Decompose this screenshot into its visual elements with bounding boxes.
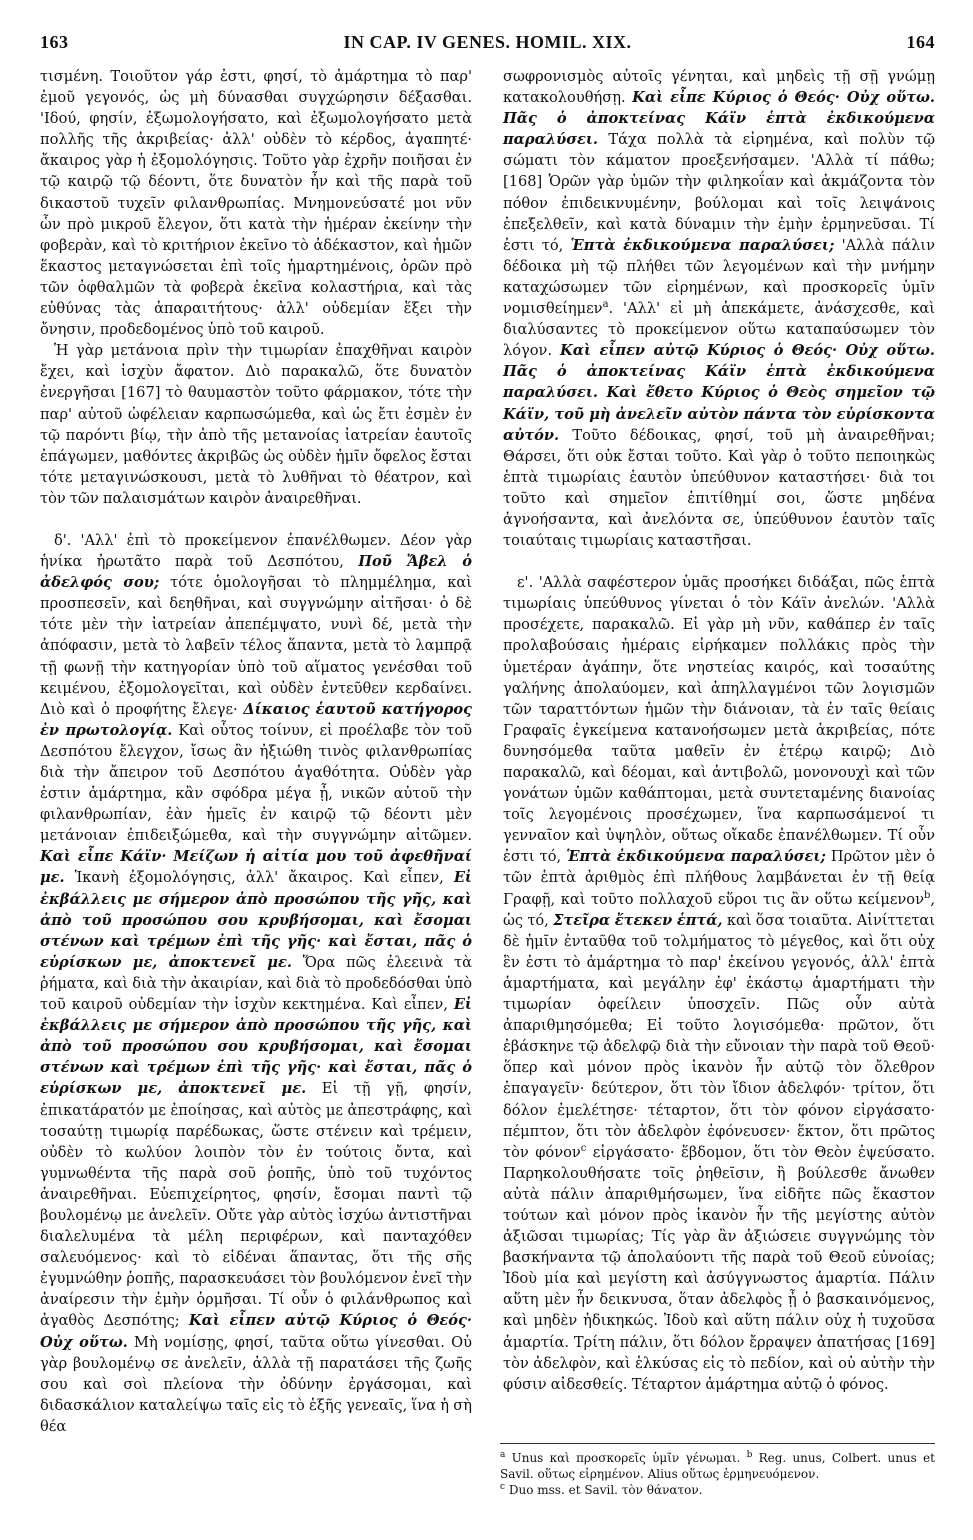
page-number-right: 164 [906,32,935,52]
text-run: Καὶ οὗτος τοίνυν, εἰ προέλαβε τὸν τοῦ Δεσπότου ἔλεγχον, ἴσως ἂν ἠξιώθη τινὸς φιλανθρωπίας διὰ τὴν ἄπειρον τοῦ Δεσπότου ἀγαθότητα. Οὐδὲν γὰρ ἐστιν ἁμάρτημα, κἂν σφόδρα μέγα ᾖ, νικῶν αὐτοῦ τὴν φιλανθρωπίαν, ἐὰν ἡμεῖς ἐν καιρῷ τῷ δέοντι μὲν μετάνοιαν ἐπιδειξώμεθα, καὶ τὴν συγγνώμην αἰτῶμεν. [40,721,472,845]
scripture-quote: Ἑπτὰ ἐκδικούμενα παραλύσει; [566,848,826,866]
paragraph-section-5 [503,572,935,1395]
text-run: σωφρονισμὸς αὐτοῖς γένηται, καὶ μηδεὶς τῇ σῇ γνώμῃ κατακολουθήσῃ. [503,68,935,107]
footnote-text: Unus καὶ προσκορεῖς ὑμῖν γένωμαι. [511,1451,741,1465]
footnote-reference[interactable]: c [580,1142,587,1154]
text-run: εἰργάσατο· ἕβδομον, ὅτι τὸν Θεὸν ἐψεύσατο. Παρηκολουθήσατε τοῖς ῥηθεῖσιν, ἢ βούλεσθε ἄνωθεν αὐτὰ πάλιν ἀπαριθμήσωμεν, ἵνα εἰδῆτε πῶς ἕκαστον τούτων καὶ μόνον πρὸς ἱκανὸν ἦν τῆς μεγίστης αὐτὸν ἀξιῶσαι τιμωρίας; Τίς γὰρ ἂν ἀξιώσειε συγγνώμης τὸν βασκήναντα τῷ ἀπολαύοντι τῆς παρὰ τοῦ Θεοῦ εὐνοίας; Ἰδοὺ μία καὶ μεγίστη καὶ ἀσύγγνωστος ἁμαρτία. Πάλιν αὕτη μὲν ἦν δεικνυσα, ὅταν ἀδελφὸς ᾖ ὁ βασκαινόμενος, καὶ μηδὲν ἠδικηκώς. Ἰδοὺ καὶ αὕτη πάλιν οὐχ ἡ τυχοῦσα ἁμαρτία. Τρίτη πάλιν, ὅτι δόλον ἔρραψεν ἀπατήσας [169] τὸν ἀδελφὸν, καὶ ἑλκύσας εἰς τὸ πεδίον, καὶ οὐ αὐτὴν τὴν φύσιν αἰδεσθείς. Τέταρτον ἁμάρτημα αὐτῷ ὁ φόνος. [503,1143,936,1393]
text-run: Ἱκανὴ ἐξομολόγησις, ἀλλ' ἄκαιρος. Καὶ εἶπεν, [64,869,454,887]
text-run: , ὡς τό, [503,890,935,929]
text-run: Τοῦτο δέδοικας, φησί, τοῦ μὴ ἀναιρεθῆναι; Θάρσει, ὅτι οὐκ ἔσται τοῦτο. Καὶ γὰρ ὁ τοῦτο πεποιηκὼς ἑπτὰ τιμωρίαις ἑαυτὸν ὑπεύθυνον καταστήσει· διὰ τοι τοῦτο καὶ σημεῖον ἐπιτίθημί σοι, ὥστε μηδένα ἀγνοήσαντα, καὶ ἀνελόντα σε, ὑπεύθυνον ἑαυτὸν ταῖς τοιαύταις τιμωρίαις καταστῆσαι. [503,426,935,550]
right-column [503,66,935,1437]
paragraph [40,340,472,509]
text-run: Εἰ τῇ γῇ, φησίν, ἐπικατάρατόν με ἐποίησας, καὶ αὐτὸς με ἀπεστράφης, καὶ τοσαύτῃ τιμωρίᾳ παρέδωκας, ὥστε στένειν καὶ τρέμειν, οὐδὲν τὸ κωλύον λοιπὸν τὸν ἐν τούτοις ὄντα, καὶ γυμνωθέντα τῆς παρὰ σοῦ ῥοπῆς, ὑπὸ τοῦ τυχόντος ἀναιρεθῆναι. Εὐεπιχείρητος, φησίν, ἔσομαι παντὶ τῷ βουλομένῳ με ἀνελεῖν. Οὔτε γὰρ αὐτὸς ἰσχύω ἀντιστῆναι διαλελυμένα τὰ μέλη περιφέρων, καὶ πανταχόθεν σαλευόμενος· καὶ τὸ εἰδέναι ἅπαντας, ὅτι τῆς σῆς ἐγυμνώθην ῥοπῆς, παρασκευάσει τὸν βουλόμενον ἐνεῖ τὴν ἀναίρεσιν τὴν ἐμὴν ὁρμῆσαι. Τί οὖν ὁ φιλάνθρωπος καὶ ἀγαθὸς Δεσπότης; [40,1080,472,1330]
scripture-quote: Εἰ ἐκβάλλεις με σήμερον ἀπὸ προσώπου τῆς γῆς, καὶ ἀπὸ τοῦ προσώπου σου κρυβήσομαι, καὶ ἔσομαι στένων καὶ τρέμων ἐπὶ τῆς γῆς· καὶ ἔσται, πᾶς ὁ εὑρίσκων με, ἀποκτενεῖ με. [40,996,472,1098]
scripture-quote: Ἑπτὰ ἐκδικούμενα παραλύσει; [570,236,835,254]
text-columns [40,66,935,1437]
footnote-mark: a [500,1450,506,1460]
running-title: IN CAP. IV GENES. HOMIL. XIX. [343,32,632,52]
text-run: δ'. 'Αλλ' ἐπὶ τὸ προκείμενον ἐπανέλθωμεν. Δέον γὰρ ἡνίκα ἠρωτᾶτο παρὰ τοῦ Δεσπότου, [40,531,472,571]
text-run: Ἡ γὰρ μετάνοια πρὶν τὴν τιμωρίαν ἐπαχθῆναι καιρὸν ἔχει, καὶ ἰσχὺν ἄφατον. Διὸ παρακαλῶ, ὅτε δυνατὸν ἐνεργῆσαι [167] τὸ θαυμαστὸν τοῦτο φάρμακον, τότε τὴν παρ' αὐτοῦ ὠφέλειαν καρπωσώμεθα, καὶ ὡς ἔτι ἐσμὲν ἐν τῷ παρόντι βίῳ, τὴν ἀπὸ τῆς μετανοίας ἰατρείαν ἑαυτοῖς ἐπάγωμεν, μαθόντες ἀκριβῶς ὡς οὐδὲν ἡμῖν ὄφελος ἔσται τότε μεταγινώσκουσι, μετὰ τὸ λυθῆναι τὸ θέατρον, καὶ τὸν τῶν παλαισμάτων καιρὸν ἀναιρεθῆναι. [40,342,472,507]
page-number-left: 163 [40,32,69,52]
text-run: 'Αλλὰ πάλιν δέδοικα μὴ τῷ πλήθει τῶν λεγομένων καὶ τὴν μνήμην καταχώσωμεν τῶν εἰρημένων, καὶ προσκορεῖς ὑμῖν νομισθείημεν [503,236,935,318]
scripture-quote: Στεῖρα ἔτεκεν ἑπτά, [553,911,723,929]
scripture-quote: Καὶ εἶπε Κάϊν· Μείζων ἡ αἰτία μου τοῦ ἀφεθῆναί με. [40,848,472,887]
scripture-quote: Καὶ εἶπε Κύριος ὁ Θεός· Οὐχ οὕτω. Πᾶς ὁ ἀποκτείνας Κάϊν ἑπτὰ ἐκδικούμενα παραλύσει. [503,89,935,149]
text-run: τισμένη. Τοιοῦτον γάρ ἐστι, φησί, τὸ ἁμάρτημα τὸ παρ' ἐμοῦ γεγονός, ὡς μὴ δύνασθαι συγχώρησιν δέξασθαι. 'Ιδού, φησίν, ἐξωμολογήσατο, καὶ ἐξωμολογήσατο μετὰ πολλῆς τῆς ἀκριβείας· ἀλλ' οὐδὲν τὸ κέρδος, ἀγαπητέ· ἄκαιρος γὰρ ἡ ἐξομολόγησις. Τοῦτο γὰρ ἐχρῆν ποιῆσαι ἐν τῷ καιρῷ τῷ δέοντι, ὅτε δυνατὸν ἦν καὶ τῆς παρὰ τοῦ δικαστοῦ τυχεῖν φιλανθρωπίας. Μνημονεύσατέ μοι νῦν ὧν πρὸ μικροῦ ἔλεγον, ὅτι κατὰ τὴν ἡμέραν ἐκείνην τὴν φοβερὰν, καὶ τὸ κριτήριον ἐκεῖνο τὸ ἀδέκαστον, καὶ ἡμῶν ἕκαστος μεταγνώσεται ἐπὶ τοῖς ἡμαρτημένοις, ὁρῶν πρὸ τῶν ὀφθαλμῶν τὰ φοβερὰ ἐκεῖνα κολαστήρια, καὶ τὰς εὐθύνας τὰς ἀπαραιτήτους· ἀλλ' οὐδεμίαν ἕξει τὴν ὄνησιν, προδεδομένος ὑπὸ τοῦ καιροῦ. [40,68,472,339]
footnote-a [500,1450,935,1482]
paragraph [40,66,472,340]
text-run: Τάχα πολλὰ τὰ εἰρημένα, καὶ πολὺν τῷ σώματι τὸν κάματον προεξενήσαμεν. 'Αλλὰ τί πάθω; [168] Ὁρῶν γὰρ ὑμῶν τὴν φιληκοΐαν καὶ ἀκμάζοντα τὸν πόθον ἐπιδεικνυμένην, βούλομαι καὶ τοῖς λειψάνοις ἐπεξελθεῖν, καὶ κατὰ δύναμιν τὴν ἐμὴν ἑρμηνεῦσαι. Τί ἐστι τό, [503,131,935,254]
scripture-quote: Εἰ ἐκβάλλεις με σήμερον ἀπὸ προσώπου τῆς γῆς, καὶ ἀπὸ τοῦ προσώπου σου κρυβήσομαι, καὶ ἔσομαι στένων καὶ τρέμων ἐπὶ τῆς γῆς· καὶ ἔσται, πᾶς ὁ εὑρίσκων με, ἀποκτενεῖ με. [40,869,472,971]
footnotes [500,1443,935,1498]
text-run: τότε ὁμολογῆσαι τὸ πλημμέλημα, καὶ προσπεσεῖν, καὶ δεηθῆναι, καὶ συγγνώμην αἰτῆσαι· ὁ δὲ τότε μὲν τὴν ἰατρείαν ἀπεπέμψατο, νυνὶ δέ, μετὰ τὴν ἀπόφασιν, μετὰ τὸ λαβεῖν τέλος ἅπαντα, μετὰ τὸ λαμπρᾷ τῇ φωνῇ τὴν κατηγορίαν ὑπὸ τοῦ αἵματος γενέσθαι τοῦ κειμένου, ἐξομολογεῖται, καὶ οὐδὲν ἐντεῦθεν κερδαίνει. Διὸ καὶ ὁ προφήτης ἔλεγε· [40,574,472,718]
scripture-quote: Καὶ εἶπεν αὐτῷ Κύριος ὁ Θεός· Οὐχ οὕτω. Πᾶς ὁ ἀποκτείνας Κάϊν ἑπτὰ ἐκδικούμενα παραλύσει. Καὶ ἔθετο Κύριος ὁ Θεὸς σημεῖον τῷ Κάϊν, τοῦ μὴ ἀνελεῖν αὐτὸν πάντα τὸν εὑρίσκοντα αὐτόν. [503,342,935,444]
paragraph [503,66,935,551]
footnote-text: Reg. unus, Colbert. unus et Savil. οὕτως εἰρημένον. Alius οὕτως ἑρμηνευόμενον. [500,1451,935,1481]
text-run: Πρῶτον μὲν ὁ τῶν ἑπτὰ ἀριθμὸς ἐπὶ πλήθους λαμβάνεται ἐν τῇ θείᾳ Γραφῇ, καὶ τοῦτο πολλαχοῦ εὕροι τις ἂν οὕτω κείμενον [503,848,935,908]
footnote-text: Duo mss. et Savil. τὸν θάνατον. [508,1483,703,1497]
text-run: καὶ ὅσα τοιαῦτα. Αἰνίττεται δὲ ἡμῖν ἐνταῦθα τοῦ τολμήματος τὸ μέγεθος, καὶ ὅτι οὐχ ἓν ἐστι τὸ ἁμάρτημα τὸ παρ' ἐκείνου γεγονός, ἀλλ' ἑπτὰ ἁμαρτήματα, καὶ μεγάλην ἐφ' ἑκάστῳ ἁμαρτήματι τὴν τιμωρίαν ὀφείλειν ὑποσχεῖν. Πῶς οὖν αὐτὰ ἀπαριθμησόμεθα; Εἰ τοῦτο λογισόμεθα· πρῶτον, ὅτι ἐβάσκηνε τῷ ἀδελφῷ διὰ τὴν εὔνοιαν τὴν παρὰ τοῦ Θεοῦ· ὅπερ καὶ μόνον πρὸς ἱκανὸν ἦν αὐτῷ τὸν ὄλεθρον ἐπαγαγεῖν· δεύτερον, ὅτι τὸν ἴδιον ἀδελφόν· τρίτον, ὅτι δόλον ἐμελέτησε· τέταρτον, ὅτι τὸν φόνον εἰργάσατο· πέμπτον, ὅτι τὸν ἀδελφὸν ἐφόνευσεν· ἕκτον, ὅτι πρῶτος τὸν φόνον [503,911,935,1161]
paragraph-section-4 [40,530,472,1437]
text-run: ε'. 'Αλλὰ σαφέστερον ὑμᾶς προσήκει διδάξαι, πῶς ἑπτὰ τιμωρίαις ὑπεύθυνος γίνεται ὁ τὸν Κάϊν ἀνελών. 'Αλλὰ προσέχετε, παρακαλῶ. Εἰ γὰρ μὴ νῦν, καθάπερ ἐν ταῖς προλαβούσαις ἡμέραις εἰρήκαμεν πολλάκις πρὸς τὴν ὑμετέραν ἀγάπην, ὅτε νηστείας καιρός, καὶ τοσαύτης γαλήνης ἀπολαύομεν, καὶ ἀπηλλαγμένοι τῶν λογισμῶν τῶν ταραττόντων ἡμῶν τὴν διάνοιαν, τὰ ἐν ταῖς θείαις Γραφαῖς ἐγκείμενα κατανοήσωμεν μετὰ ἀκριβείας, πότε δυνησόμεθα ταῦτα μαθεῖν ἐν ἑτέρῳ καιρῷ; Διὸ παρακαλῶ, καὶ δέομαι, καὶ ἀντιβολῶ, μονονουχὶ καὶ τῶν γονάτων ὑμῶν καθάπτομαι, μετὰ συντεταμένης διανοίας τοῖς λεγομένοις προσέχωμεν, ἵνα καρπωσάμενοί τι γενναῖον καὶ ὑψηλὸν, οὕτως οἴκαδε ἐπανέλθωμεν. Τί οὖν ἐστι τό, [503,574,935,866]
footnote-reference[interactable]: a [602,299,609,311]
scripture-quote: Καὶ εἶπεν αὐτῷ Κύριος ὁ Θεός· Οὐχ οὕτω. [40,1312,472,1351]
scripture-quote: Δίκαιος ἑαυτοῦ κατήγορος ἐν πρωτολογίᾳ. [40,700,472,739]
footnote-reference[interactable]: b [923,889,931,901]
footnote-c [500,1482,935,1498]
scripture-quote: Ποῦ Ἄβελ ὁ ἀδελφός σου; [40,553,472,592]
left-column [40,66,472,1437]
running-head [40,32,935,58]
footnote-mark: c [500,1482,506,1492]
text-run: . 'Αλλ' εἰ μὴ ἀπεκάμετε, ἀνάσχεσθε, καὶ διαλύσαντες τὸ προκείμενον οὕτω καταπαύσωμεν τὸν λόγον. [503,300,935,360]
text-run: Ὅρα πῶς ἐλεεινὰ τὰ ῥήματα, καὶ διὰ τὴν ἀκαιρίαν, καὶ διὰ τὸ προδεδόσθαι ὑπὸ τοῦ καιροῦ οὐδεμίαν τὴν ἰσχὺν κεκτημένα. Καὶ εἶπεν, [40,953,472,1014]
text-run: Μὴ νομίσῃς, φησί, ταῦτα οὕτω γίνεσθαι. Οὐ γὰρ βουλομένῳ σε ἀνελεῖν, ἀλλὰ τῇ παρατάσει τῆς ζωῆς σου καὶ σοὶ πλείονα τὴν ὀδύνην ἐργάσομαι, καὶ διδασκάλιον καταλείψω ταῖς εἰς τὸ ἑξῆς γενεαῖς, ἵνα ἡ σὴ θέα [40,1333,472,1435]
footnote-mark: b [746,1450,753,1460]
